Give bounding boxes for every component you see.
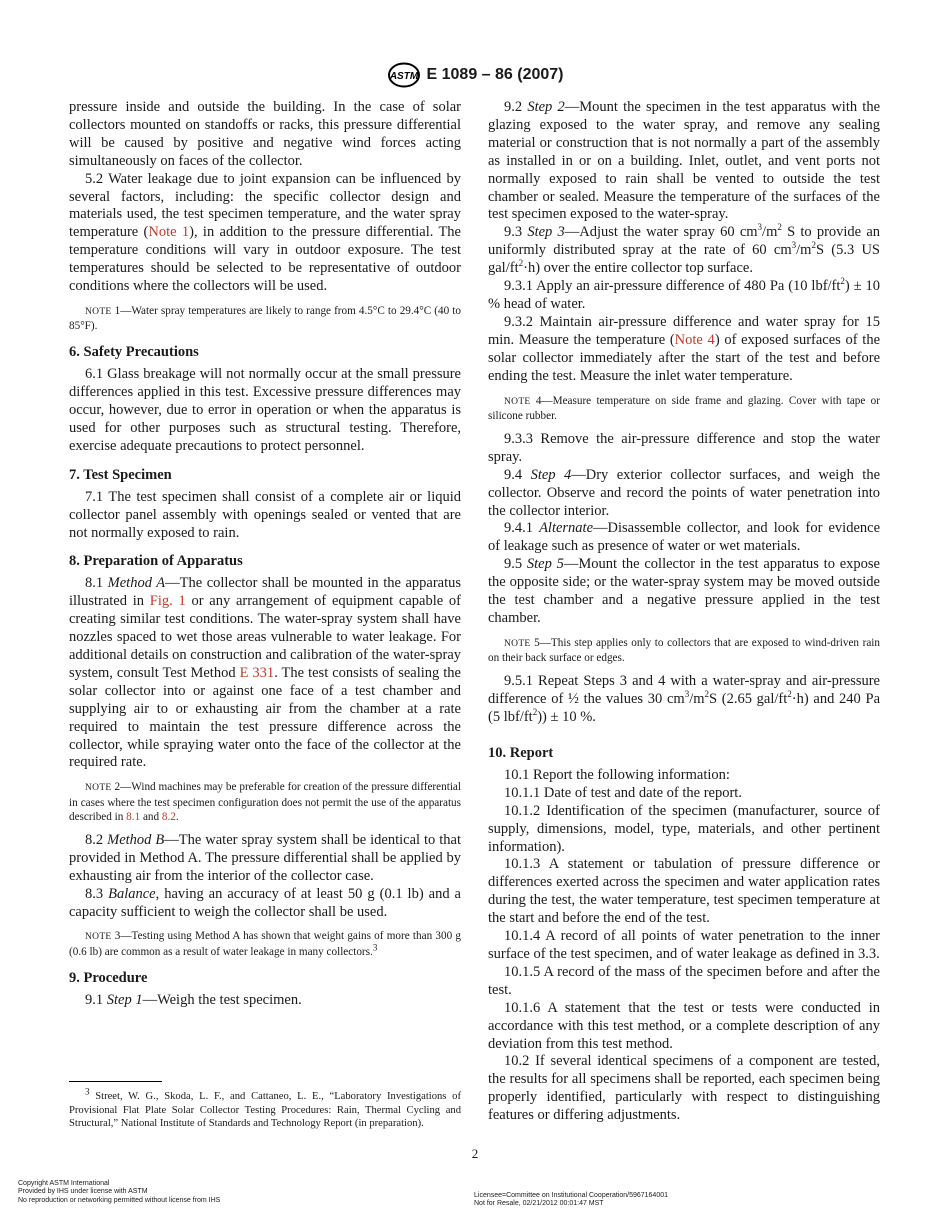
footnote-3: $^3$ Street, W. G., Skoda, L. F., and Cattaneo, L. E., “Laboratory Investigations of Provisional Flat Plate Solar Collector Testing Procedures: Rain, Thermal Cycling and Structural,” National Institute of Standards and Technology Report (in preparation). [69, 1086, 461, 1130]
heading-6: 6. Safety Precautions [69, 344, 199, 361]
heading-9: 9. Procedure [69, 969, 148, 986]
note-1-link[interactable]: Note 1 [148, 224, 190, 241]
heading-7: 7. Test Specimen [69, 466, 172, 483]
section-9-2: 9.2 Step 2—Mount the specimen in the test apparatus with the glazing exposed to the water spray, and remove any sealing material or construction that is not normally a part of the assembly as installed in or on a building. Inlet, outlet, and vent ports not normally exposed to rain shall be vented to outside the test chamber or sealed. Measure the temperature of the surfaces of the test specimen exposed to the water-spray. [488, 99, 881, 223]
note-1: NOTE 1—Water spray temperatures are likely to range from 4.5°C to 29.4°C (40 to 85°F). [69, 304, 461, 333]
heading-8: 8. Preparation of Apparatus [69, 553, 243, 570]
section-9-3: 9.3 Step 3—Adjust the water spray 60 $cm^3/m^2$ S to provide an uniformly distributed spray at the rate of 60 $cm^3/m^2S$ (5.3 US gal/$ft^2\cdot h$) over the entire collector top surface. [488, 222, 881, 277]
section-10-1: 10.1 Report the following information: [504, 766, 730, 783]
designation: E 1089 – 86 (2007) [426, 66, 564, 84]
section-8-2-link[interactable]: 8.2 [161, 810, 176, 823]
section-8-1-link[interactable]: 8.1 [126, 810, 141, 823]
section-7-1: 7.1 The test specimen shall consist of a complete air or liquid collector panel assembly with openings sealed or vented that are not normally exposed to rain. [69, 488, 461, 541]
note-4: NOTE 4—Measure temperature on side frame and glazing. Cover with tape or silicone rubber. [488, 394, 880, 422]
page-number: 2 [471, 1146, 479, 1161]
copyright-notice: Copyright ASTM International Provided by IHS under license with ASTM No reproduction or networking permitted without license from IHS [18, 1180, 221, 1204]
section-9-1: 9.1 Step 1—Weigh the test specimen. [85, 991, 302, 1008]
note-5: NOTE 5—This step applies only to collectors that are exposed to wind-driven rain on their back surface or edges. [488, 636, 880, 665]
section-10-1-4: 10.1.4 A record of all points of water penetration to the inner surface of the test specimen, and of water leakage as defined in 3.3. [488, 928, 880, 962]
license-notice: Licensee=Committee on Institutional Cooperation/5967164001 Not for Resale, 02/21/2012 00:01:47 MST [474, 1192, 668, 1208]
section-8-2: 8.2 Method B—The water spray system shall be identical to that provided in Method A. The pressure differential shall be applied by exhausting air from the interior of the collector case. [69, 831, 462, 884]
paragraph: pressure inside and outside the building. In the case of solar collectors mounted on standoffs or racks, this pressure differential will be caused by positive and negative wind forces acting simultaneously on faces of the collector. [69, 99, 461, 169]
section-5-2: 5.2 Water leakage due to joint expansion can be influenced by several factors, including: the specific collector design and materials used, the test specimen temperature, and the water spray temperature (Note 1), in addition to the pressure differential. The temperature conditions will vary in outdoor exposure. The test temperatures should be selected to be representative of outdoor conditions where the collectors will be used. [69, 170, 461, 295]
e331-link[interactable]: E 331 [239, 664, 275, 681]
heading-10: 10. Report [488, 745, 554, 761]
section-8-3: 8.3 Balance, having an accuracy of at least 50 g (0.1 lb) and a capacity sufficient to weigh the collector shall be used. [69, 885, 461, 920]
note-4-link[interactable]: Note 4 [674, 331, 715, 348]
section-9-3-1: 9.3.1 Apply an air-pressure difference of 480 Pa (10 lbf/$ft^2) \pm 10$ % head of water. [488, 276, 880, 312]
section-9-3-2: 9.3.2 Maintain air-pressure difference and water spray for 15 min. Measure the temperature (Note 4) of exposed surfaces of the solar collector immediately after the start of the test and before ending the test. Measure the inlet water temperature. [488, 313, 881, 384]
section-9-3-3: 9.3.3 Remove the air-pressure difference and stop the water spray. [488, 430, 880, 465]
section-10-1-6: 10.1.6 A statement that the test or tests were conducted in accordance with this test method, or a complete description of any deviation from this test method. [488, 999, 880, 1052]
right-column [488, 99, 880, 1125]
left-column [69, 99, 461, 1010]
section-9-4-1: 9.4.1 Alternate—Disassemble collector, and look for evidence of leakage such as presence of water or wet materials. [488, 520, 881, 555]
page-header [0, 62, 950, 88]
note-2: NOTE 2—Wind machines may be preferable for creation of the pressure differential in cases where the test specimen configuration does not permit the use of the apparatus described in 8.1 and 8.2. [69, 781, 461, 823]
note-3: NOTE 3—Testing using Method A has shown that weight gains of more than 300 g (0.6 lb) are common as a result of water leakage in many collectors.$^3$ [69, 930, 461, 958]
section-9-5: 9.5 Step 5—Mount the collector in the test apparatus to expose the opposite side; or the water-spray system may be moved outside the test chamber and a negative pressure applied in the test chamber. [488, 556, 880, 626]
section-10-1-1: 10.1.1 Date of test and date of the report. [504, 784, 742, 801]
fig-1-link[interactable]: Fig. 1 [149, 593, 186, 610]
section-10-1-3: 10.1.3 A statement or tabulation of pressure difference or differences exerted across the specimen and water application rates during the test, the water temperature, test specimen temperature at the start and before the end of the test. [488, 856, 880, 927]
section-10-2: 10.2 If several identical specimens of a component are tested, the results for all specimens shall be reported, each specimen being properly identified, particularly with respect to distinguishing features or differing adjustments. [488, 1053, 880, 1124]
svg-text:ASTM: ASTM [389, 71, 418, 82]
astm-logo-icon [387, 62, 421, 88]
section-6-1: 6.1 Glass breakage will not normally occur at the small pressure differences applied in this test. Excessive pressure differences may occur, however, due to error in operation or when the apparatus is used for other purposes such as structural testing. Therefore, exercise adequate precautions to protect personnel. [69, 366, 461, 454]
section-8-1: 8.1 Method A—The collector shall be mounted in the apparatus illustrated in Fig. 1 or any arrangement of equipment capable of creating similar test conditions. The water-spray system shall have nozzles spaced to wet those areas vulnerable to water leakage. For additional details on construction and calibration of the water-spray system, consult Test Method E 331. The test consists of sealing the solar collector into or against one face of a test chamber and supplying air to or exhausting air from the chamber at a rate required to maintain the test pressure difference across the collector, while spraying water onto the face of the collector at the required rate. [69, 575, 462, 771]
section-10-1-2: 10.1.2 Identification of the specimen (manufacturer, source of supply, dimensions, model, type, materials, and other pertinent information). [488, 802, 880, 855]
footnote-divider [69, 1081, 162, 1082]
section-9-5-1: 9.5.1 Repeat Steps 3 and 4 with a water-spray and air-pressure difference of ½ the values 30 $cm^3/m^2S$ (2.65 gal/$ft^2\cdot h$) and 240 Pa (5 lbf/$ft^2)) \pm 10$ %. [488, 673, 881, 726]
section-9-4: 9.4 Step 4—Dry exterior collector surfaces, and weigh the collector. Observe and record the points of water penetration into the collector interior. [488, 466, 881, 519]
section-10-1-5: 10.1.5 A record of the mass of the specimen before and after the test. [488, 963, 880, 998]
